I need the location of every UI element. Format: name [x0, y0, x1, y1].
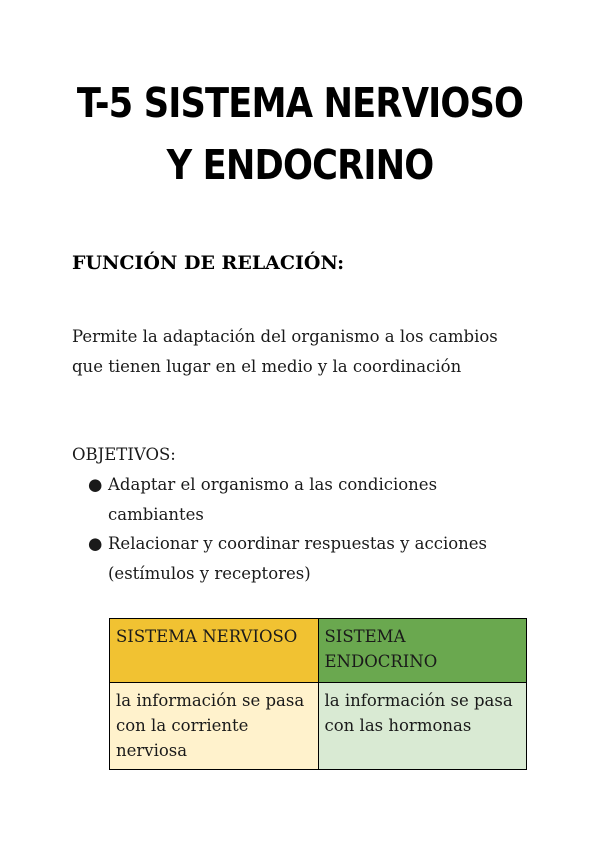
- table-header-row: [110, 619, 527, 683]
- intro-paragraph: Permite la adaptación del organismo a los cambios que tienen lugar en el medio y la coordinación: [72, 327, 498, 376]
- section-heading: FUNCIÓN DE RELACIÓN:: [72, 252, 345, 274]
- table-row: [110, 683, 527, 770]
- list-item: [88, 470, 508, 529]
- objectives-label: OBJETIVOS:: [72, 445, 176, 464]
- list-item-text: Relacionar y coordinar respuestas y acciones (estímulos y receptores): [108, 534, 488, 583]
- bullet-icon: ●: [88, 475, 103, 494]
- objectives-list: [88, 470, 508, 588]
- list-item: [88, 529, 508, 588]
- list-item-text: Adaptar el organismo a las condiciones cambiantes: [108, 475, 438, 524]
- table-header-cell: SISTEMA NERVIOSO: [110, 619, 319, 683]
- table-cell: la información se pasa con las hormonas: [318, 683, 527, 770]
- comparison-table: [109, 618, 527, 770]
- bullet-icon: ●: [88, 534, 103, 553]
- page-title-line-1: T-5 SISTEMA NERVIOSO: [76, 79, 524, 127]
- table-header-cell: SISTEMA ENDOCRINO: [318, 619, 527, 683]
- page-title: [42, 72, 558, 196]
- page-title-line-2: Y ENDOCRINO: [166, 141, 434, 189]
- table-cell: la información se pasa con la corriente nerviosa: [110, 683, 319, 770]
